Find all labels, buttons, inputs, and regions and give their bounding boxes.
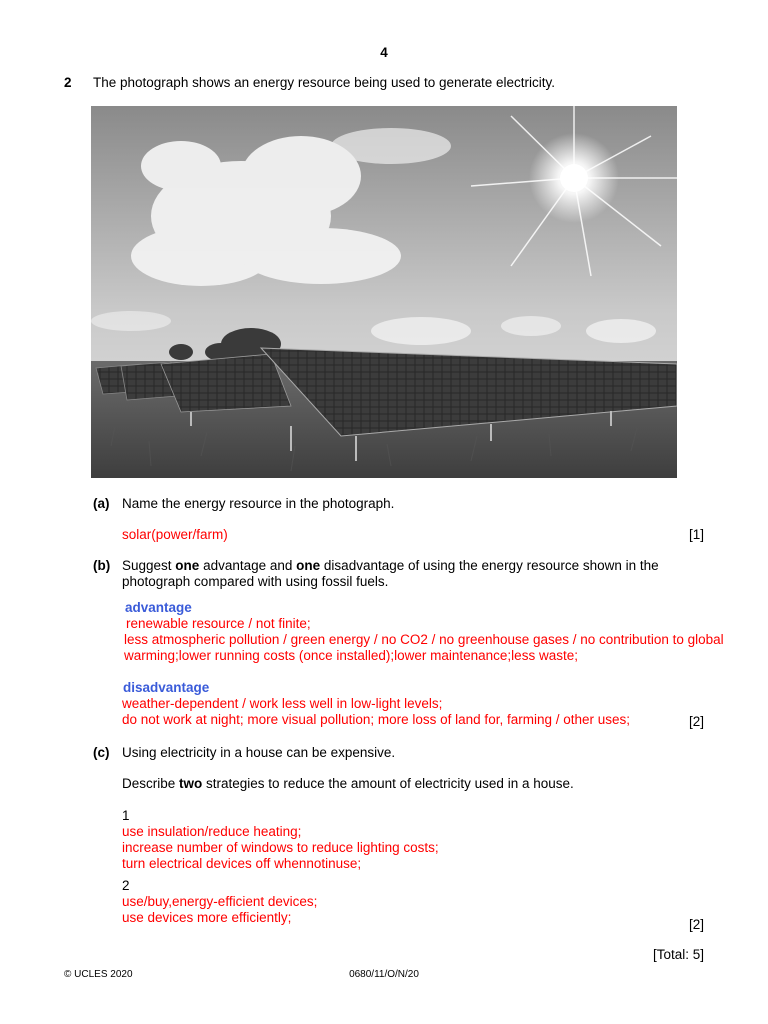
part-c-marks: [2] (688, 917, 704, 932)
part-c-prompt-1: Using electricity in a house can be expensive. (122, 745, 396, 760)
part-a-label: (a) (93, 496, 110, 511)
advantage-line: less atmospheric pollution / green energy / no CO2 / no greenhouse gases / no contribution to global (124, 632, 724, 647)
strategy-line: turn electrical devices off whennotinuse; (122, 856, 362, 871)
part-c-prompt-2: Describe two strategies to reduce the amount of electricity used in a house. (122, 776, 574, 791)
footer-paper-code: 0680/11/O/N/20 (349, 969, 419, 980)
disadvantage-heading: disadvantage (123, 680, 210, 695)
advantage-line: renewable resource / not finite; (126, 616, 311, 631)
question-number: 2 (64, 75, 72, 90)
part-b-label: (b) (93, 558, 111, 573)
advantage-heading: advantage (125, 600, 192, 615)
part-c-label: (c) (93, 745, 110, 760)
strategy-line: use devices more efficiently; (122, 910, 292, 925)
part-a-answer: solar(power/farm) (122, 527, 228, 542)
disadvantage-line: do not work at night; more visual pollution; more loss of land for, farming / other uses; (122, 712, 631, 727)
total-marks: [Total: 5] (652, 947, 704, 962)
solar-farm-photograph (91, 106, 677, 478)
advantage-line: warming;lower running costs (once installed);lower maintenance;less waste; (124, 648, 578, 663)
disadvantage-line: weather-dependent / work less well in low-light levels; (122, 696, 443, 711)
part-b-prompt: Suggest one advantage and one disadvantage of using the energy resource shown in the (122, 558, 659, 573)
strategy-line: increase number of windows to reduce lighting costs; (122, 840, 439, 855)
strategy-line: use insulation/reduce heating; (122, 824, 302, 839)
part-a-marks: [1] (688, 527, 704, 542)
answer-item-number: 2 (122, 878, 130, 893)
part-b-marks: [2] (688, 714, 704, 729)
part-a-prompt: Name the energy resource in the photograph. (122, 496, 395, 511)
footer-copyright: © UCLES 2020 (64, 969, 133, 980)
question-stem: The photograph shows an energy resource being used to generate electricity. (93, 75, 556, 90)
part-b-prompt-line2: photograph compared with using fossil fuels. (122, 574, 389, 589)
answer-item-number: 1 (122, 808, 130, 823)
strategy-line: use/buy,energy-efficient devices; (122, 894, 318, 909)
page-number: 4 (380, 45, 388, 60)
